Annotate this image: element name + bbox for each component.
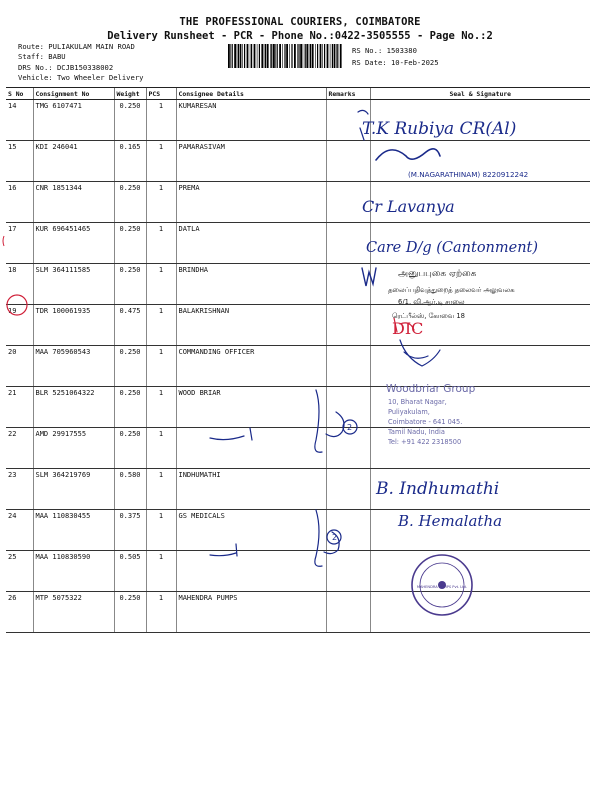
drs-number: DRS No.: DCJB150338002 xyxy=(18,63,114,72)
row-weight: 0.250 xyxy=(114,387,146,428)
row-consignee: MAHENDRA PUMPS xyxy=(176,592,326,633)
row-sno: 25 xyxy=(6,551,33,592)
svg-text:6/1. வி.ஆர்.டி சாலை: 6/1. வி.ஆர்.டி சாலை xyxy=(398,298,465,306)
col-weight: Weight xyxy=(114,88,146,100)
row-consignee: BRINDHA xyxy=(176,264,326,305)
row-consignee: BALAKRISHNAN xyxy=(176,305,326,346)
row-consignee: PREMA xyxy=(176,182,326,223)
signature-row14: T.K Rubiya CR(Al) xyxy=(362,119,517,139)
signature-row20-red: DIC xyxy=(392,319,424,338)
row-consignee: INDHUMATHI xyxy=(176,469,326,510)
row-consignment: MTP 5075322 xyxy=(33,592,114,633)
route-text: Route: PULIAKULAM MAIN ROAD xyxy=(18,42,135,51)
row-consignment: KDI 246041 xyxy=(33,141,114,182)
row-pcs: 1 xyxy=(146,305,176,346)
row-sno: 26 xyxy=(6,592,33,633)
runsheet-subtitle: Delivery Runsheet - PCR - Phone No.:0422-3505555 - Page No.:2 xyxy=(107,30,493,42)
signature-row16: Cr Lavanya xyxy=(362,197,455,216)
row-weight: 0.250 xyxy=(114,100,146,141)
signature-row24: B. Hemalatha xyxy=(398,512,503,530)
row-consignment: SLM 364111585 xyxy=(33,264,114,305)
seal-row26 xyxy=(412,555,472,615)
row-consignment: BLR 5251064322 xyxy=(33,387,114,428)
row-weight: 0.250 xyxy=(114,182,146,223)
row-consignment: MAA 110830455 xyxy=(33,510,114,551)
stamp-row21 xyxy=(386,383,476,446)
svg-text:Tamil Nadu, India: Tamil Nadu, India xyxy=(388,428,445,436)
red-circle-row19 xyxy=(7,295,27,315)
rs-number: RS No.: 1503380 xyxy=(352,46,417,55)
rs-date: RS Date: 10-Feb-2025 xyxy=(352,58,439,67)
row-consignee: COMMANDING OFFICER xyxy=(176,346,326,387)
row-pcs: 1 xyxy=(146,551,176,592)
signature-row17: Care D/g (Cantonment) xyxy=(366,240,539,256)
vehicle-text: Vehicle: Two Wheeler Delivery xyxy=(18,73,144,82)
signature-row15-stroke xyxy=(376,149,440,160)
row-weight: 0.475 xyxy=(114,305,146,346)
row-pcs: 1 xyxy=(146,510,176,551)
svg-text:ரெட்பீல்ஸ், கோவை 18: ரெட்பீல்ஸ், கோவை 18 xyxy=(392,312,466,320)
row-consignment: TDR 100061935 xyxy=(33,305,114,346)
row-weight: 0.505 xyxy=(114,551,146,592)
mark-row25 xyxy=(210,510,339,566)
row-pcs: 1 xyxy=(146,223,176,264)
row-consignment: CNR 1851344 xyxy=(33,182,114,223)
col-remarks: Remarks xyxy=(326,88,370,100)
svg-text:Coimbatore - 641 045.: Coimbatore - 641 045. xyxy=(388,418,463,426)
signature-row20-stroke xyxy=(400,340,440,366)
row-sno: 21 xyxy=(6,387,33,428)
svg-text:MAHENDRA PUMPS Pvt. Ltd.: MAHENDRA PUMPS Pvt. Ltd. xyxy=(416,585,468,589)
svg-text:Tel: +91 422 2318500: Tel: +91 422 2318500 xyxy=(388,438,462,446)
row-sno: 22 xyxy=(6,428,33,469)
row-weight: 0.250 xyxy=(114,223,146,264)
signature-row23: B. Indhumathi xyxy=(376,479,500,499)
row-weight: 0.250 xyxy=(114,264,146,305)
row-sno: 15 xyxy=(6,141,33,182)
col-consignee: Consignee Details xyxy=(176,88,326,100)
row-consignee: GS MEDICALS xyxy=(176,510,326,551)
row-pcs: 1 xyxy=(146,428,176,469)
row-pcs: 1 xyxy=(146,469,176,510)
row-consignment: KUR 696451465 xyxy=(33,223,114,264)
row-pcs: 1 xyxy=(146,387,176,428)
svg-text:Woodbriar Group: Woodbriar Group xyxy=(386,383,476,395)
row-consignment: MAA 705960543 xyxy=(33,346,114,387)
row-pcs: 1 xyxy=(146,100,176,141)
row-sno: 17 xyxy=(6,223,33,264)
row-consignee: KUMARESAN xyxy=(176,100,326,141)
signature-row18-initials xyxy=(362,268,376,286)
row-sno: 18 xyxy=(6,264,33,305)
row-weight: 0.580 xyxy=(114,469,146,510)
row-weight: 0.250 xyxy=(114,592,146,633)
svg-text:Puliyakulam,: Puliyakulam, xyxy=(388,408,430,416)
row-pcs: 1 xyxy=(146,346,176,387)
row-pcs: 1 xyxy=(146,182,176,223)
svg-text:2: 2 xyxy=(332,533,338,542)
row-sno: 23 xyxy=(6,469,33,510)
row-sno: 19 xyxy=(6,305,33,346)
row-sno: 14 xyxy=(6,100,33,141)
row-weight: 0.250 xyxy=(114,346,146,387)
row-consignment: AMD 29917555 xyxy=(33,428,114,469)
col-sno: S No xyxy=(6,88,33,100)
row-sno: 24 xyxy=(6,510,33,551)
row-pcs: 1 xyxy=(146,141,176,182)
row-pcs: 1 xyxy=(146,264,176,305)
row-weight: 0.165 xyxy=(114,141,146,182)
svg-text:2: 2 xyxy=(347,423,353,432)
mark-row22 xyxy=(210,390,344,452)
row-pcs: 1 xyxy=(146,592,176,633)
row-consignee: DATLA xyxy=(176,223,326,264)
row-consignment: TMG 6107471 xyxy=(33,100,114,141)
staff-text: Staff: BABU xyxy=(18,52,66,61)
row-sno: 16 xyxy=(6,182,33,223)
svg-text:தலைப்பதிவுத்துறைத் தலைவர் அலுவ: தலைப்பதிவுத்துறைத் தலைவர் அலுவலக xyxy=(388,286,515,294)
signature-row15: (M.NAGARATHINAM) 8220912242 xyxy=(408,170,529,179)
row-sno: 20 xyxy=(6,346,33,387)
col-pcs: PCS xyxy=(146,88,176,100)
row-consignee: PAMARASIVAM xyxy=(176,141,326,182)
red-margin-mark xyxy=(3,236,4,246)
svg-text:10, Bharat Nagar,: 10, Bharat Nagar, xyxy=(388,398,447,406)
stamp-row18 xyxy=(388,269,515,320)
company-title: THE PROFESSIONAL COURIERS, COIMBATORE xyxy=(179,16,421,28)
col-signature: Seal & Signature xyxy=(370,88,590,100)
row-consignment: SLM 364219769 xyxy=(33,469,114,510)
row-consignee: WOOD BRIAR xyxy=(176,387,326,428)
row-weight: 0.375 xyxy=(114,510,146,551)
col-consignment: Consignment No xyxy=(33,88,114,100)
svg-text:அனுபபுகை ஏற்கை: அனுபபுகை ஏற்கை xyxy=(398,269,477,279)
row-consignment: MAA 110830590 xyxy=(33,551,114,592)
row-weight: 0.250 xyxy=(114,428,146,469)
